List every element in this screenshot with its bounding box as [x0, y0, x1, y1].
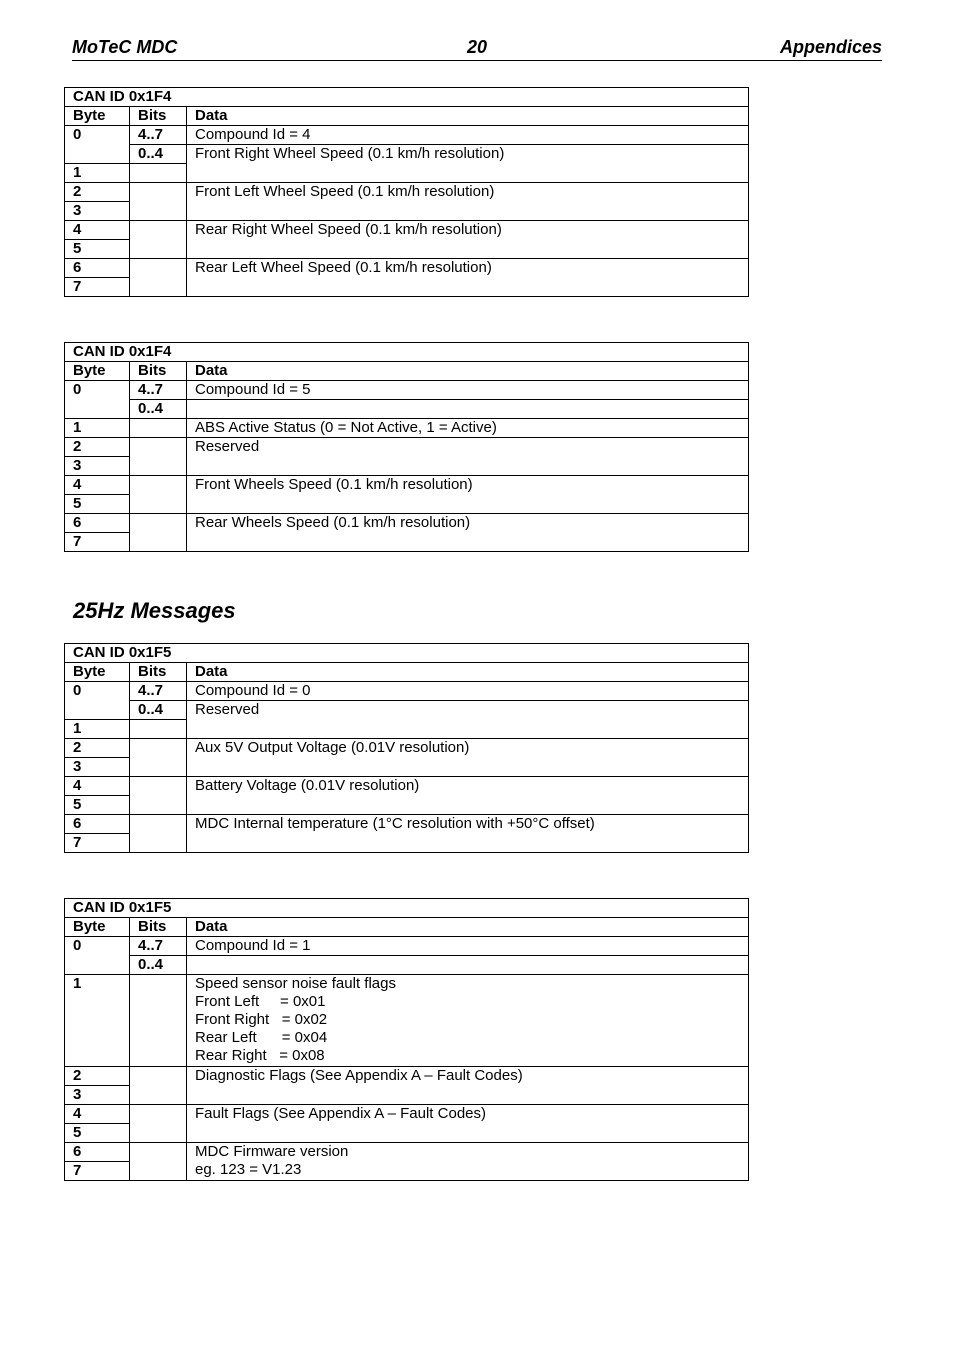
byte-cell: 6 — [65, 259, 130, 278]
byte-cell: 7 — [65, 834, 130, 853]
data-cell: Fault Flags (See Appendix A – Fault Codes) — [187, 1105, 749, 1143]
byte-cell: 2 — [65, 1067, 130, 1086]
bits-cell — [130, 777, 187, 815]
bits-cell: 4..7 — [130, 381, 187, 400]
bits-cell — [130, 514, 187, 552]
byte-cell: 6 — [65, 514, 130, 533]
data-cell: Compound Id = 1 — [187, 937, 749, 956]
col-header-bits: Bits — [130, 918, 187, 937]
header-title: MoTeC MDC — [72, 37, 178, 57]
byte-cell: 5 — [65, 796, 130, 815]
byte-cell: 3 — [65, 457, 130, 476]
byte-cell: 1 — [65, 975, 130, 1067]
data-cell: Compound Id = 0 — [187, 682, 749, 701]
byte-cell: 7 — [65, 278, 130, 297]
col-header-byte: Byte — [65, 362, 130, 381]
byte-cell: 6 — [65, 815, 130, 834]
bits-cell — [130, 438, 187, 476]
data-cell: Front Right Wheel Speed (0.1 km/h resolution) — [187, 145, 749, 183]
col-header-byte: Byte — [65, 107, 130, 126]
can-table-1f4-compound-5 — [64, 342, 749, 552]
data-cell: Compound Id = 5 — [187, 381, 749, 400]
can-id-label: CAN ID 0x1F5 — [65, 899, 749, 918]
bits-cell — [130, 1067, 187, 1105]
can-table-1f4-compound-4 — [64, 87, 749, 297]
can-id-label: CAN ID 0x1F4 — [65, 343, 749, 362]
data-cell: Rear Wheels Speed (0.1 km/h resolution) — [187, 514, 749, 552]
page-header — [72, 36, 882, 61]
byte-cell: 4 — [65, 221, 130, 240]
header-section: Appendices — [779, 37, 882, 57]
data-cell: Reserved — [187, 701, 749, 739]
bits-cell — [130, 1105, 187, 1143]
col-header-bits: Bits — [130, 362, 187, 381]
data-cell: Reserved — [187, 438, 749, 476]
can-id-label: CAN ID 0x1F4 — [65, 88, 749, 107]
data-cell: Front Wheels Speed (0.1 km/h resolution) — [187, 476, 749, 514]
data-line: Rear Left = 0x04 — [195, 1029, 328, 1046]
byte-cell: 4 — [65, 1105, 130, 1124]
data-cell — [187, 956, 749, 975]
bits-cell: 4..7 — [130, 937, 187, 956]
col-header-bits: Bits — [130, 663, 187, 682]
byte-cell: 3 — [65, 202, 130, 221]
byte-cell: 2 — [65, 438, 130, 457]
bits-cell — [130, 815, 187, 853]
bits-cell — [130, 1143, 187, 1181]
bits-cell — [130, 975, 187, 1067]
bits-cell: 0..4 — [130, 145, 187, 164]
col-header-byte: Byte — [65, 918, 130, 937]
col-header-data: Data — [187, 362, 749, 381]
data-line: Rear Right = 0x08 — [195, 1047, 325, 1064]
bits-cell: 0..4 — [130, 956, 187, 975]
can-id-label: CAN ID 0x1F5 — [65, 644, 749, 663]
byte-cell: 7 — [65, 1162, 130, 1181]
bits-cell — [130, 164, 187, 183]
byte-cell: 5 — [65, 240, 130, 259]
data-cell-multiline — [187, 1143, 749, 1181]
data-cell: Battery Voltage (0.01V resolution) — [187, 777, 749, 815]
byte-cell: 4 — [65, 476, 130, 495]
byte-cell: 6 — [65, 1143, 130, 1162]
data-line: Front Right = 0x02 — [195, 1011, 328, 1028]
data-cell: Diagnostic Flags (See Appendix A – Fault Codes) — [187, 1067, 749, 1105]
data-line: eg. 123 = V1.23 — [195, 1161, 302, 1178]
data-cell: Aux 5V Output Voltage (0.01V resolution) — [187, 739, 749, 777]
byte-cell: 0 — [65, 126, 130, 164]
data-line: MDC Firmware version — [195, 1143, 349, 1160]
col-header-byte: Byte — [65, 663, 130, 682]
byte-cell: 3 — [65, 758, 130, 777]
bits-cell — [130, 183, 187, 221]
data-line: Front Left = 0x01 — [195, 993, 326, 1010]
data-cell-multiline — [187, 975, 749, 1067]
data-cell: MDC Internal temperature (1°C resolution with +50°C offset) — [187, 815, 749, 853]
bits-cell — [130, 476, 187, 514]
byte-cell: 0 — [65, 682, 130, 720]
bits-cell — [130, 221, 187, 259]
bits-cell — [130, 419, 187, 438]
data-cell: Rear Right Wheel Speed (0.1 km/h resolution) — [187, 221, 749, 259]
data-cell: Compound Id = 4 — [187, 126, 749, 145]
bits-cell: 0..4 — [130, 701, 187, 720]
can-table-1f5-compound-1 — [64, 898, 749, 1181]
bits-cell — [130, 720, 187, 739]
bits-cell — [130, 739, 187, 777]
byte-cell: 0 — [65, 381, 130, 419]
data-cell: Rear Left Wheel Speed (0.1 km/h resolution) — [187, 259, 749, 297]
byte-cell: 7 — [65, 533, 130, 552]
bits-cell: 4..7 — [130, 682, 187, 701]
byte-cell: 2 — [65, 183, 130, 202]
page-number: 20 — [467, 37, 488, 57]
can-table-1f5-compound-0 — [64, 643, 749, 853]
section-title: 25Hz Messages — [73, 598, 236, 623]
data-cell: ABS Active Status (0 = Not Active, 1 = Active) — [187, 419, 749, 438]
byte-cell: 1 — [65, 419, 130, 438]
bits-cell: 4..7 — [130, 126, 187, 145]
byte-cell: 5 — [65, 495, 130, 514]
byte-cell: 5 — [65, 1124, 130, 1143]
data-cell — [187, 400, 749, 419]
col-header-data: Data — [187, 918, 749, 937]
byte-cell: 1 — [65, 720, 130, 739]
col-header-data: Data — [187, 663, 749, 682]
data-cell: Front Left Wheel Speed (0.1 km/h resolution) — [187, 183, 749, 221]
col-header-bits: Bits — [130, 107, 187, 126]
data-line: Speed sensor noise fault flags — [195, 975, 396, 992]
bits-cell — [130, 259, 187, 297]
bits-cell: 0..4 — [130, 400, 187, 419]
byte-cell: 0 — [65, 937, 130, 975]
byte-cell: 1 — [65, 164, 130, 183]
col-header-data: Data — [187, 107, 749, 126]
byte-cell: 3 — [65, 1086, 130, 1105]
byte-cell: 4 — [65, 777, 130, 796]
byte-cell: 2 — [65, 739, 130, 758]
